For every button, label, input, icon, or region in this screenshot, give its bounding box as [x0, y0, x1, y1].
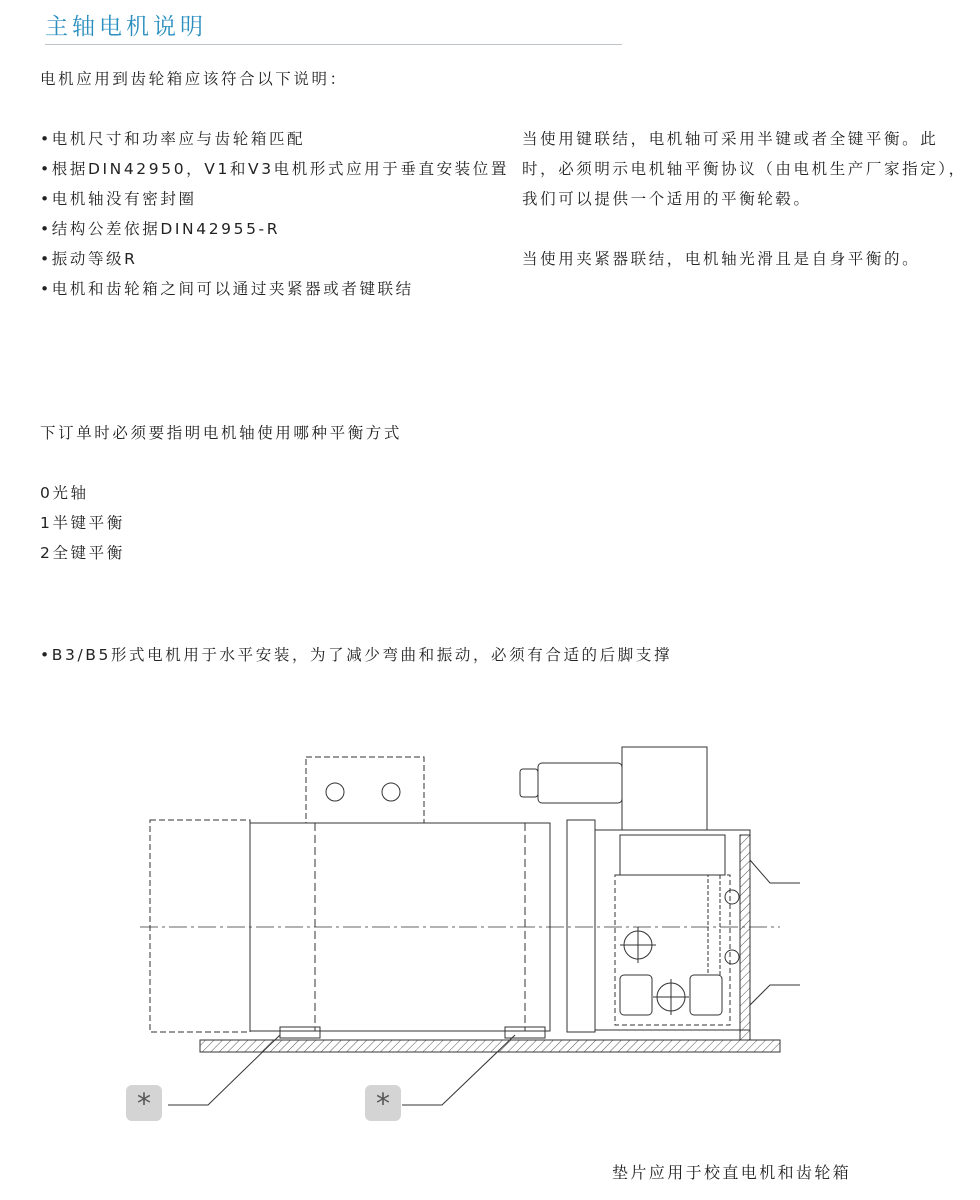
base-plate [200, 1040, 780, 1052]
gearbox-housing [595, 830, 750, 1030]
intro-text: 电机应用到齿轮箱应该符合以下说明： [40, 70, 348, 88]
drawing-caption: 垫片应用于校直电机和齿轮箱 [612, 1163, 852, 1182]
balance-option: 1半键平衡 [40, 514, 125, 532]
terminal-box [622, 747, 707, 830]
motor-gearbox-drawing [120, 735, 800, 1135]
shim-mark: * [376, 1087, 390, 1120]
requirement-item: •电机尺寸和功率应与齿轮箱匹配 [40, 130, 306, 148]
motor-flange [567, 820, 595, 1032]
balance-option: 2全键平衡 [40, 544, 125, 562]
shim-mark: * [137, 1087, 151, 1120]
requirement-item: •电机轴没有密封圈 [40, 190, 197, 208]
output-shaft-housing [750, 860, 800, 1005]
motor-foot [280, 1027, 320, 1038]
balance-option-list [40, 478, 125, 568]
title-divider [45, 44, 622, 45]
key-coupling-paragraph: 当使用键联结，电机轴可采用半键或者全键平衡。此时，必须明示电机轴平衡协议（由电机生产厂家指定），我们可以提供一个适用的平衡轮毂。 [522, 130, 967, 208]
requirement-item: •电机和齿轮箱之间可以通过夹紧器或者键联结 [40, 280, 414, 298]
requirement-item: •振动等级R [40, 250, 138, 268]
requirement-list [40, 124, 510, 304]
clamp-coupling-paragraph: 当使用夹紧器联结，电机轴光滑且是自身平衡的。 [522, 250, 921, 268]
requirement-item: •根据DIN42950，V1和V3电机形式应用于垂直安装位置 [40, 160, 509, 178]
gearbox-wall [740, 835, 750, 1040]
balance-option: 0光轴 [40, 484, 89, 502]
shim-badge [126, 1085, 162, 1121]
coupling-notes [522, 124, 970, 304]
b3-mounting-note: •B3/B5形式电机用于水平安装，为了减少弯曲和振动，必须有合适的后脚支撑 [40, 646, 673, 664]
requirement-item: •结构公差依据DIN42955-R [40, 220, 281, 238]
motor-rear-cap [150, 820, 250, 1032]
order-note: 下订单时必须要指明电机轴使用哪种平衡方式 [40, 424, 403, 442]
shim-badge [365, 1085, 401, 1121]
lifting-lug [306, 757, 424, 823]
page-title: 主轴电机说明 [45, 14, 207, 40]
